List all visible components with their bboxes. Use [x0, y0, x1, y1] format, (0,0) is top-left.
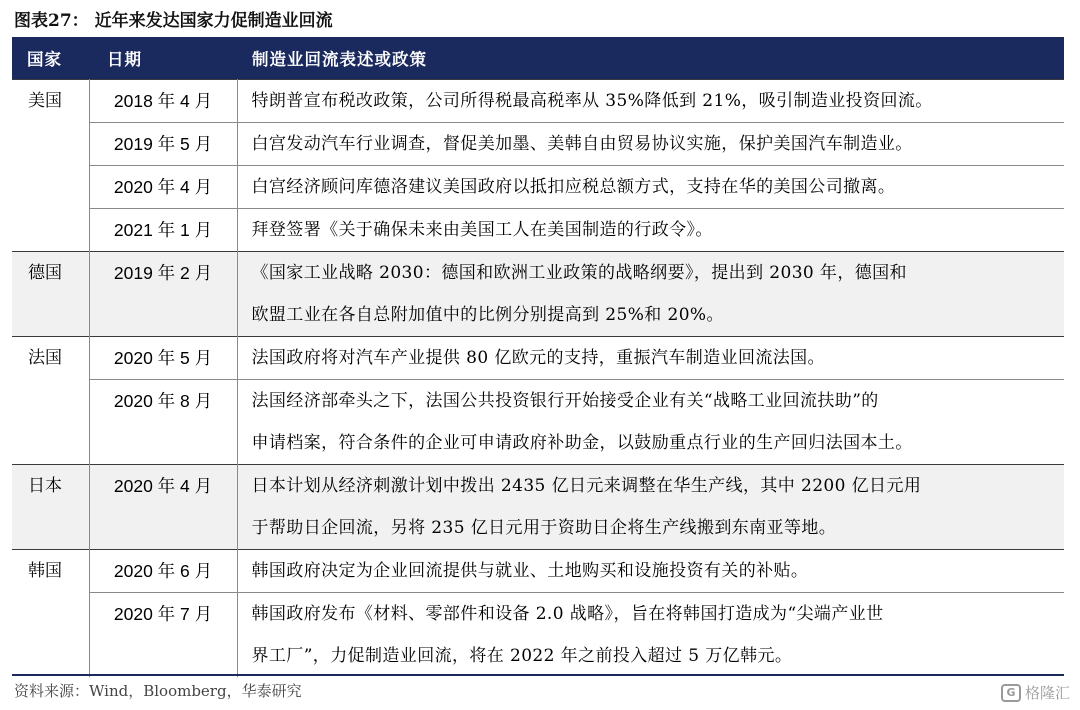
description-line: 法国经济部牵头之下，法国公共投资银行开始接受企业有关“战略工业回流扶助”的	[251, 390, 879, 411]
description-line: 拜登签署《关于确保未来由美国工人在美国制造的行政令》。	[251, 219, 713, 240]
table-bottom-rule	[12, 674, 1064, 676]
description-cell	[237, 251, 1064, 336]
country-group	[12, 464, 1064, 549]
table-header-row	[12, 37, 1064, 79]
description-cell	[237, 592, 1064, 677]
table-row	[12, 336, 1064, 379]
description-line: 于帮助日企回流，另将 235 亿日元用于资助日企将生产线搬到东南亚等地。	[251, 517, 837, 538]
country-group	[12, 549, 1064, 677]
header-country: 国家	[27, 49, 62, 69]
date-cell: 2019 年 5 月	[89, 122, 237, 165]
source-note: 资料来源：Wind，Bloomberg，华泰研究	[14, 682, 302, 700]
watermark-logo-icon: G	[1001, 684, 1021, 702]
date-cell: 2020 年 4 月	[89, 165, 237, 208]
description-cell	[237, 336, 1064, 379]
description-cell	[237, 79, 1064, 122]
country-group	[12, 79, 1064, 251]
description-line: 日本计划从经济刺激计划中拨出 2435 亿日元来调整在华生产线，其中 2200 亿日元用	[251, 475, 922, 496]
date-cell: 2020 年 4 月	[89, 464, 237, 549]
description-cell	[237, 464, 1064, 549]
country-group	[12, 336, 1064, 464]
table-row	[12, 79, 1064, 122]
watermark-text: 格隆汇	[1024, 684, 1070, 702]
header-date: 日期	[107, 49, 142, 69]
country-cell: 德国	[12, 251, 89, 336]
description-cell	[237, 122, 1064, 165]
date-cell: 2020 年 6 月	[89, 549, 237, 592]
country-cell: 美国	[12, 79, 89, 251]
description-cell	[237, 165, 1064, 208]
table-row	[12, 464, 1064, 549]
country-cell: 日本	[12, 464, 89, 549]
watermark	[1001, 682, 1070, 703]
table-row	[12, 379, 1064, 464]
description-cell	[237, 208, 1064, 251]
description-line: 界工厂”，力促制造业回流，将在 2022 年之前投入超过 5 万亿韩元。	[251, 645, 793, 666]
header-description: 制造业回流表述或政策	[252, 49, 427, 69]
date-cell: 2019 年 2 月	[89, 251, 237, 336]
table-row	[12, 165, 1064, 208]
country-cell: 法国	[12, 336, 89, 464]
table-row	[12, 592, 1064, 677]
date-cell: 2020 年 7 月	[89, 592, 237, 677]
date-cell: 2020 年 5 月	[89, 336, 237, 379]
country-cell: 韩国	[12, 549, 89, 677]
country-group	[12, 251, 1064, 336]
description-line: 白宫发动汽车行业调查，督促美加墨、美韩自由贸易协议实施，保护美国汽车制造业。	[251, 133, 913, 154]
description-line: 特朗普宣布税改政策，公司所得税最高税率从 35%降低到 21%，吸引制造业投资回流。	[251, 90, 933, 111]
date-cell: 2021 年 1 月	[89, 208, 237, 251]
description-line: 韩国政府决定为企业回流提供与就业、土地购买和设施投资有关的补贴。	[251, 560, 809, 581]
description-line: 韩国政府发布《材料、零部件和设备 2.0 战略》，旨在将韩国打造成为“尖端产业世	[251, 603, 884, 624]
description-line: 白宫经济顾问库德洛建议美国政府以抵扣应税总额方式，支持在华的美国公司撤离。	[251, 176, 896, 197]
figure-title: 图表27： 近年来发达国家力促制造业回流	[14, 11, 333, 31]
table-row	[12, 251, 1064, 336]
date-cell: 2018 年 4 月	[89, 79, 237, 122]
description-cell	[237, 379, 1064, 464]
table-row	[12, 122, 1064, 165]
policy-table	[12, 37, 1064, 677]
date-cell: 2020 年 8 月	[89, 379, 237, 464]
table-row	[12, 549, 1064, 592]
description-cell	[237, 549, 1064, 592]
description-line: 《国家工业战略 2030：德国和欧洲工业政策的战略纲要》，提出到 2030 年，德国和	[251, 262, 907, 283]
description-line: 欧盟工业在各自总附加值中的比例分别提高到 25%和 20%。	[251, 304, 724, 325]
table-row	[12, 208, 1064, 251]
description-line: 申请档案，符合条件的企业可申请政府补助金，以鼓励重点行业的生产回归法国本土。	[251, 432, 913, 453]
description-line: 法国政府将对汽车产业提供 80 亿欧元的支持，重振汽车制造业回流法国。	[251, 347, 825, 368]
